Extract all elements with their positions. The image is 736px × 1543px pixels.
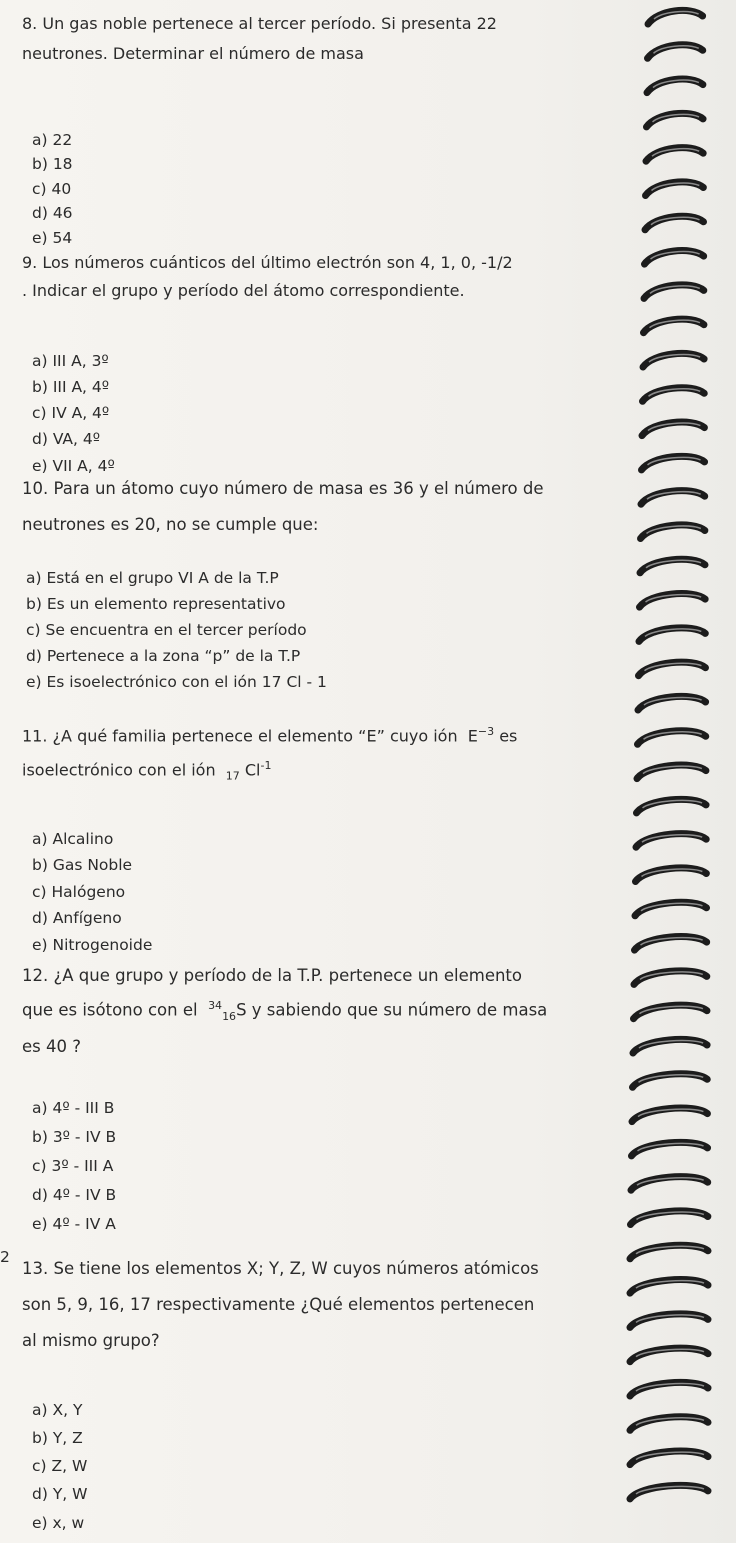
option-8d: d) 46 bbox=[32, 204, 73, 222]
option-12c: c) 3º - III A bbox=[32, 1157, 114, 1175]
spiral-ring bbox=[643, 353, 704, 367]
option-13e: e) x, w bbox=[32, 1514, 85, 1532]
option-9a: a) III A, 3º bbox=[32, 352, 109, 370]
spiral-ring bbox=[645, 251, 704, 265]
option-12b: b) 3º - IV B bbox=[32, 1128, 117, 1146]
spiral-ring bbox=[637, 799, 707, 813]
option-11d: d) Anfígeno bbox=[32, 909, 122, 927]
spiral-ring bbox=[644, 285, 704, 299]
spiral-ring bbox=[634, 1005, 707, 1019]
spiral-ring bbox=[630, 1485, 708, 1499]
ion-symbol: E bbox=[467, 726, 478, 746]
option-8b: b) 18 bbox=[32, 155, 73, 173]
spiral-ring bbox=[634, 971, 707, 985]
spiral-ring bbox=[635, 902, 707, 916]
question-13-line2: son 5, 9, 16, 17 respectivamente ¿Qué elementos pertenecen bbox=[22, 1295, 535, 1314]
option-13a: a) X, Y bbox=[32, 1401, 83, 1419]
question-10-line1: 10. Para un átomo cuyo número de masa es 36 y el número de bbox=[22, 479, 544, 498]
spiral-ring bbox=[636, 868, 707, 882]
question-9 bbox=[22, 251, 562, 303]
spiral-ring bbox=[631, 1177, 708, 1191]
spiral-ring bbox=[642, 456, 705, 470]
spiral-ring bbox=[639, 662, 706, 676]
question-13 bbox=[22, 1257, 602, 1353]
question-9-line2: . Indicar el grupo y período del átomo correspondiente. bbox=[22, 281, 465, 300]
question-8-line2: neutrones. Determinar el número de masa bbox=[22, 44, 364, 63]
spiral-binding bbox=[616, 0, 736, 1543]
spiral-ring bbox=[630, 1280, 708, 1294]
option-10a: a) Está en el grupo VI A de la T.P bbox=[26, 569, 279, 587]
spiral-ring bbox=[645, 216, 704, 230]
spiral-ring bbox=[637, 765, 706, 779]
spiral-ring bbox=[648, 10, 703, 24]
question-10 bbox=[22, 477, 562, 537]
option-12a: a) 4º - III B bbox=[32, 1099, 115, 1117]
option-9e: e) VII A, 4º bbox=[32, 457, 115, 475]
question-10-line2: neutrones es 20, no se cumple que: bbox=[22, 515, 319, 534]
question-12-line3: es 40 ? bbox=[22, 1036, 81, 1056]
spiral-ring bbox=[630, 1348, 708, 1362]
question-13-line3: al mismo grupo? bbox=[22, 1331, 160, 1350]
option-8a: a) 22 bbox=[32, 131, 73, 149]
option-11c: c) Halógeno bbox=[32, 883, 126, 901]
spiral-ring bbox=[632, 1142, 708, 1156]
question-8 bbox=[22, 12, 562, 66]
spiral-ring bbox=[647, 79, 703, 93]
option-12d: d) 4º - IV B bbox=[32, 1186, 117, 1204]
question-12 bbox=[22, 964, 582, 1059]
option-10e: e) Es isoelectrónico con el ión 17 Cl - 1 bbox=[26, 673, 327, 691]
spiral-ring bbox=[646, 148, 703, 162]
spiral-ring bbox=[641, 491, 705, 505]
option-12e: e) 4º - IV A bbox=[32, 1215, 116, 1233]
option-11a: a) Alcalino bbox=[32, 830, 114, 848]
question-11-line1: 11. ¿A qué familia pertenece el elemento “E” cuyo ión $E^{-3}$ es bbox=[22, 725, 518, 746]
spiral-ring bbox=[647, 113, 704, 127]
option-9d: d) VA, 4º bbox=[32, 430, 101, 448]
spiral-ring bbox=[630, 1382, 708, 1396]
spiral-ring bbox=[643, 388, 705, 402]
question-12-line2: que es isótono con el $^{34}_{16}$S y sabiendo que su número de masa bbox=[22, 999, 548, 1023]
spiral-ring bbox=[635, 937, 707, 951]
question-9-line1: 9. Los números cuánticos del último electrón son 4, 1, 0, -1/2 bbox=[22, 253, 513, 272]
spiral-ring bbox=[630, 1245, 708, 1259]
spiral-ring bbox=[641, 525, 705, 539]
spiral-ring bbox=[640, 559, 705, 573]
option-11b: b) Gas Noble bbox=[32, 856, 133, 874]
spiral-ring bbox=[639, 628, 705, 642]
option-10c: c) Se encuentra en el tercer período bbox=[26, 621, 307, 639]
option-13d: d) Y, W bbox=[32, 1485, 88, 1503]
question-13-line1: 13. Se tiene los elementos X; Y, Z, W cuyos números atómicos bbox=[22, 1259, 539, 1278]
spiral-ring bbox=[630, 1451, 708, 1465]
option-10b: b) Es un elemento representativo bbox=[26, 595, 286, 613]
ion-charge: −3 bbox=[477, 725, 495, 738]
spiral-ring bbox=[638, 731, 706, 745]
spiral-ring bbox=[633, 1039, 707, 1053]
option-9c: c) IV A, 4º bbox=[32, 404, 110, 422]
option-11e: e) Nitrogenoide bbox=[32, 936, 153, 954]
spiral-ring bbox=[648, 45, 703, 59]
option-13c: c) Z, W bbox=[32, 1457, 88, 1475]
question-8-line1: 8. Un gas noble pertenece al tercer período. Si presenta 22 bbox=[22, 14, 497, 33]
option-8c: c) 40 bbox=[32, 180, 72, 198]
spiral-ring bbox=[630, 1417, 708, 1431]
spiral-ring bbox=[631, 1211, 708, 1225]
spiral-ring bbox=[640, 594, 706, 608]
option-8e: e) 54 bbox=[32, 229, 73, 247]
spiral-ring bbox=[633, 1074, 708, 1088]
question-11 bbox=[22, 720, 562, 789]
margin-mark: 2 bbox=[0, 1248, 10, 1266]
option-13b: b) Y, Z bbox=[32, 1429, 83, 1447]
spiral-ring bbox=[642, 422, 704, 436]
spiral-ring bbox=[636, 834, 706, 848]
spiral-ring bbox=[638, 696, 706, 710]
option-10d: d) Pertenece a la zona “p” de la T.P bbox=[26, 647, 301, 665]
option-9b: b) III A, 4º bbox=[32, 378, 110, 396]
question-12-line1: 12. ¿A que grupo y período de la T.P. pertenece un elemento bbox=[22, 966, 523, 985]
question-11-line2: isoelectrónico con el ión $_{17}$ $Cl^{-1}$ bbox=[22, 759, 272, 783]
spiral-ring bbox=[644, 319, 704, 333]
spiral-ring bbox=[630, 1314, 708, 1328]
spiral-ring bbox=[632, 1108, 707, 1122]
spiral-ring bbox=[646, 182, 704, 196]
